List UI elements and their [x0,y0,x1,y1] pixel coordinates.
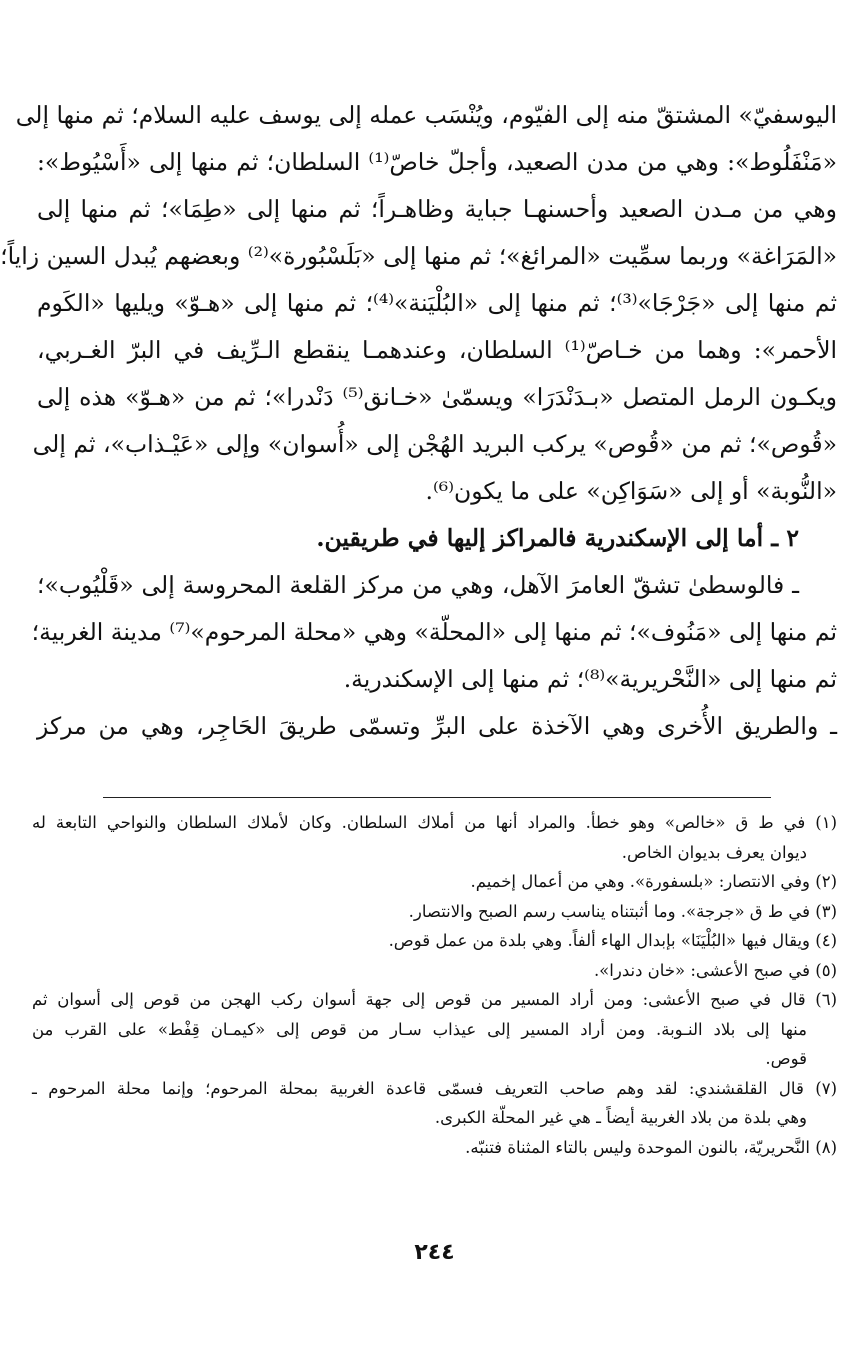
main-text-line: «قُوص»؛ ثم من «قُوص» يركب البريد الهُجْن إلى «أُسوان» وإلى «عَيْـذاب»، ثم إلى [32,430,837,458]
footnote-line: (٥) في صبح الأعشى: «خان دندرا». [593,960,837,980]
footnote-line: ديوان يعرف بديوان الخاص. [621,842,807,862]
footnote-line: وهي بلدة من بلاد الغربية أيضاً ـ هي غير المحلّة الكبرى. [434,1108,807,1127]
footnote-line: (٣) في ط ق «جرجة». وما أثبتناه يناسب رسم الصبح والانتصار. [408,901,837,921]
main-text-line: «المَرَاغة» وربما سمِّيت «المرائغ»؛ ثم منها إلى «بَلَسْبُورة»⁽²⁾ وبعضهم يُبدل السين زاياً؛ [0,242,837,270]
main-text-line: اليوسفيّ» المشتقّ منه إلى الفيّوم، ويُنْسَب عمله إلى يوسف عليه السلام؛ ثم منها إلى [15,101,837,129]
page-number: ٢٤٤ [414,1240,455,1265]
footnotes-block [32,808,837,1162]
main-text-line: ثم منها إلى «مَنُوف»؛ ثم منها إلى «المحلّة» وهي «محلة المرحوم»⁽⁷⁾ مدينة الغربية؛ [31,618,837,646]
footnote-line: قوص. [765,1049,807,1068]
footnote-line: (٢) وفي الانتصار: «بلسفورة». وهي من أعمال إخميم. [470,872,837,891]
main-text-line: ـ والطريق الأُخرى وهي الآخذة على البرِّ وتسمّى طريقَ الحَاجِر، وهي من مركز [37,712,837,740]
footnote-line: (٤) ويقال فيها «البُلْيَنَا» بإبدال الهاء ألفاً. وهي بلدة من عمل قوص. [388,931,837,950]
footnote-line: (١) في ط ق «خالص» وهو خطأ. والمراد أنها من أملاك السلطان. وكان لأملاك السلطان والنواحي التابعة له [32,813,837,832]
main-text-line: «مَنْفَلُوط»: وهي من مدن الصعيد، وأجلّ خاصّ⁽¹⁾ السلطان؛ ثم منها إلى «أَسْيُوط»: [37,148,837,176]
main-text-line: «النُّوبة» أو إلى «سَوَاكِن» على ما يكون⁽⁶⁾. [425,477,837,505]
main-text-line: وهي من مـدن الصعيد وأحسنهـا جباية وظاهـراً؛ ثم منها إلى «طِمَا»؛ ثم منها إلى [37,195,837,223]
main-text-block [0,92,838,750]
main-text-line: ويكـون الرمل المتصل «بـدَنْدَرَا» ويسمّىٰ «خـانق⁽⁵⁾ دَنْدرا»؛ ثم من «هـوّ» هذه إلى [37,383,837,411]
main-text-line: ثم منها إلى «النَّحْريرية»⁽⁸⁾؛ ثم منها إلى الإسكندرية. [343,665,837,693]
main-text-line: الأحمر»: وهما من خـاصّ⁽¹⁾ السلطان، وعندهمـا ينقطع الـرِّيف في البرّ الغـربي، [37,336,837,364]
main-text-line: ـ فالوسطىٰ تشقّ العامرَ الآهل، وهي من مركز القلعة المحروسة إلى «قَلْيُوب»؛ [37,571,799,599]
footnote-line: (٨) النَّحريريّة، بالنون الموحدة وليس بالتاء المثناة فتنبّه. [465,1137,837,1157]
main-text-line: ثم منها إلى «جَرْجَا»⁽³⁾؛ ثم منها إلى «البُلْيَنة»⁽⁴⁾؛ ثم منها إلى «هـوّ» ويليها «الكَوم [37,289,838,317]
footnote-line: (٧) قال القلقشندي: لقد وهم صاحب التعريف فسمّى قاعدة الغربية بمحلة المرحوم؛ وإنما محلة المرحوم ـ [32,1078,837,1098]
footnote-line: منها إلى بلاد النـوبة. ومن أراد المسير إلى عيذاب سـار من قوص إلى «كيمـان قِفْط» على القرب من [32,1019,807,1039]
section-heading: ٢ ـ أما إلى الإسكندرية فالمراكز إليها في طريقين. [316,524,799,552]
footnote-line: (٦) قال في صبح الأعشى: ومن أراد المسير من قوص إلى جهة أسوان ركب الهجن من قوص إلى أسوان ثم [32,990,837,1009]
footnote-divider [103,797,771,798]
